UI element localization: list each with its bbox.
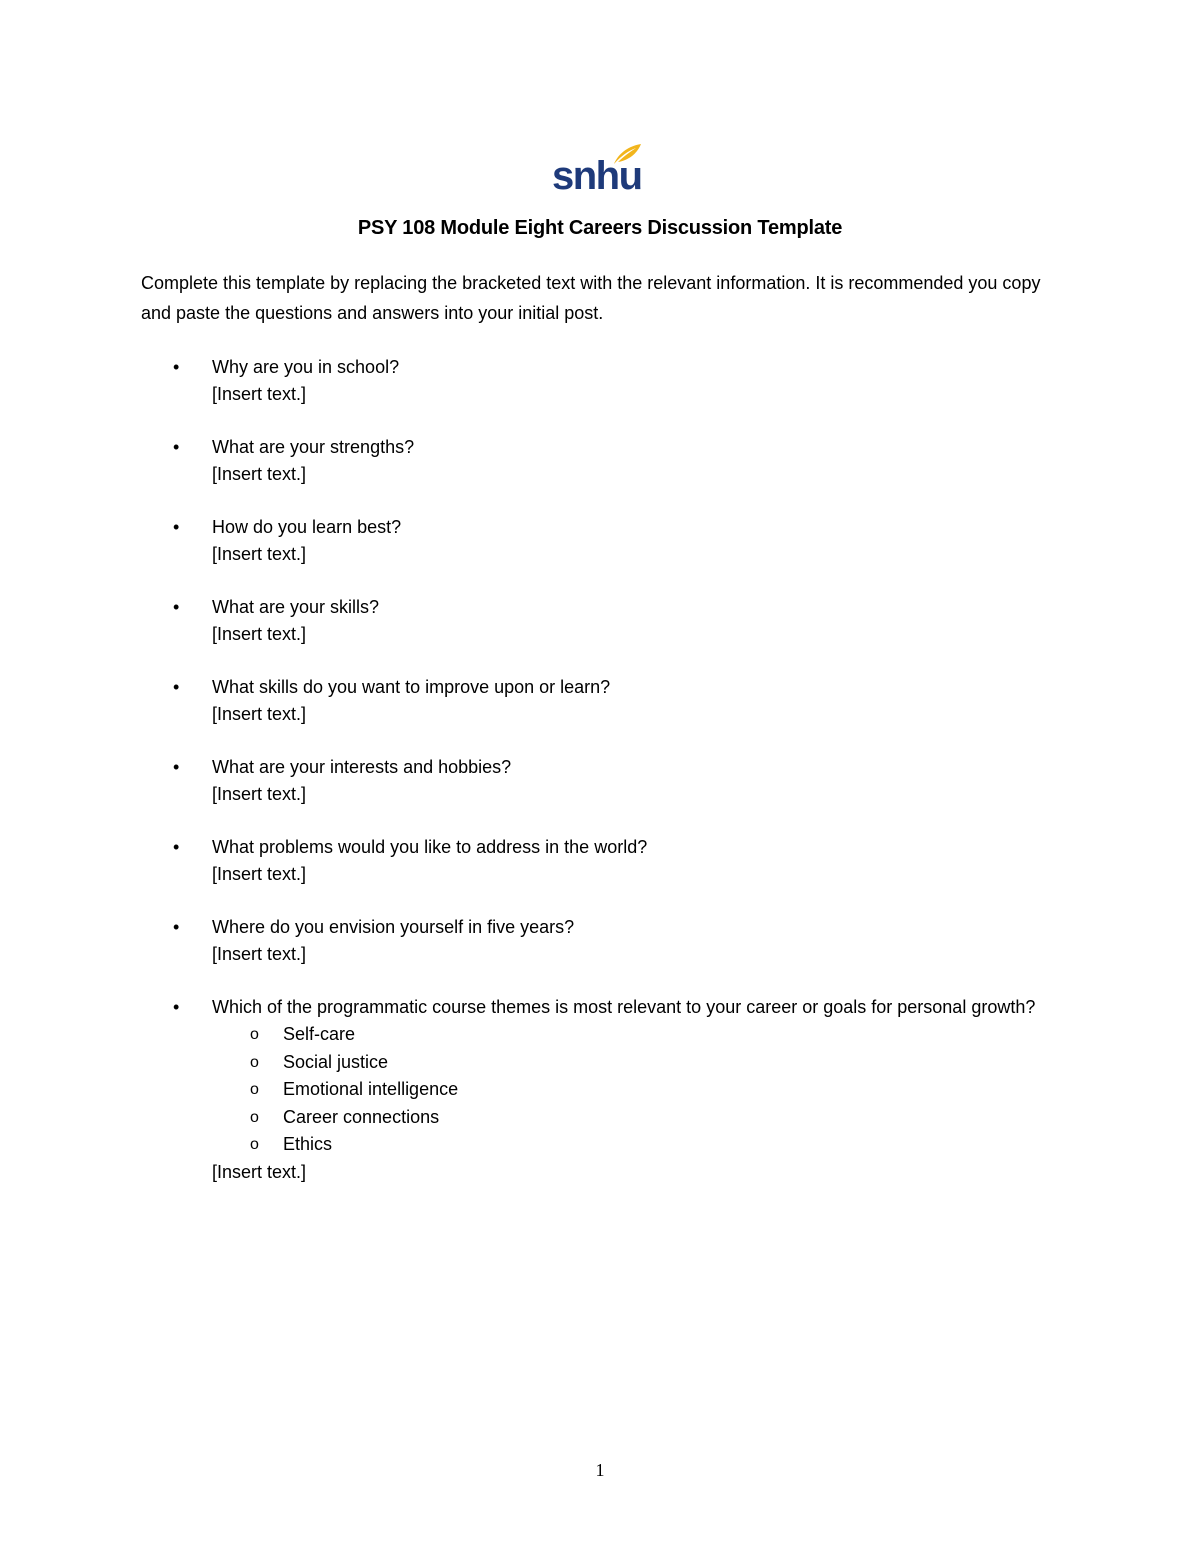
- bullet: •: [173, 517, 180, 537]
- page-number: 1: [595, 1460, 605, 1480]
- answer-placeholder[interactable]: [Insert text.]: [212, 784, 307, 804]
- question-item: [141, 914, 1061, 968]
- answer-placeholder[interactable]: [Insert text.]: [212, 624, 307, 644]
- logo-wordmark: snhu: [552, 154, 642, 198]
- bullet: •: [173, 597, 180, 617]
- theme-options-list: [212, 1021, 1061, 1159]
- theme-option-label: Emotional intelligence: [283, 1079, 459, 1099]
- theme-option: [212, 1076, 1061, 1104]
- answer-placeholder[interactable]: [Insert text.]: [212, 864, 307, 884]
- question-text: How do you learn best?: [212, 517, 402, 537]
- question-text: What are your strengths?: [212, 437, 415, 457]
- answer-placeholder[interactable]: [Insert text.]: [212, 384, 307, 404]
- bullet: •: [173, 357, 180, 377]
- bullet: •: [173, 837, 180, 857]
- question-text: Where do you envision yourself in five years?: [212, 917, 575, 937]
- question-text: What skills do you want to improve upon or learn?: [212, 677, 611, 697]
- sub-bullet: o: [250, 1136, 259, 1153]
- bullet: •: [173, 917, 180, 937]
- bullet: •: [173, 677, 180, 697]
- theme-option-label: Ethics: [283, 1134, 333, 1154]
- question-text: What problems would you like to address in the world?: [212, 837, 648, 857]
- theme-option: [212, 1021, 1061, 1049]
- question-text: Why are you in school?: [212, 357, 400, 377]
- theme-option-label: Social justice: [283, 1051, 389, 1072]
- question-item: [141, 434, 1061, 488]
- question-text: What are your skills?: [212, 597, 380, 617]
- sub-bullet: o: [250, 1108, 259, 1126]
- sub-bullet: o: [250, 1081, 259, 1098]
- page-title: PSY 108 Module Eight Careers Discussion Template: [357, 217, 843, 239]
- question-item: [141, 994, 1061, 1186]
- sub-bullet: o: [250, 1026, 259, 1043]
- bullet: •: [173, 997, 180, 1017]
- question-list: [141, 354, 1061, 1212]
- intro-paragraph: Complete this template by replacing the bracketed text with the relevant information. It is recommended you copy and paste the questions and answers into your initial post.: [141, 273, 1041, 323]
- answer-placeholder[interactable]: [Insert text.]: [212, 544, 307, 564]
- question-item: [141, 754, 1061, 808]
- question-text: Which of the programmatic course themes is most relevant to your career or goals for personal growth?: [212, 997, 1036, 1017]
- theme-option-label: Career connections: [283, 1106, 440, 1127]
- bullet: •: [173, 757, 180, 777]
- sub-bullet: o: [250, 1053, 259, 1071]
- answer-placeholder[interactable]: [Insert text.]: [212, 944, 307, 964]
- answer-placeholder[interactable]: [Insert text.]: [212, 1161, 307, 1182]
- question-item: [141, 594, 1061, 648]
- theme-option: [212, 1104, 1061, 1132]
- question-item: [141, 514, 1061, 568]
- theme-option: [212, 1049, 1061, 1077]
- answer-placeholder[interactable]: [Insert text.]: [212, 464, 307, 484]
- question-text: What are your interests and hobbies?: [212, 757, 512, 777]
- theme-option: [212, 1131, 1061, 1159]
- theme-option-label: Self-care: [283, 1024, 356, 1044]
- bullet: •: [173, 437, 180, 457]
- question-item: [141, 674, 1061, 728]
- snhu-logo: [552, 142, 644, 204]
- question-item: [141, 354, 1061, 408]
- answer-placeholder[interactable]: [Insert text.]: [212, 704, 307, 724]
- question-item: [141, 834, 1061, 888]
